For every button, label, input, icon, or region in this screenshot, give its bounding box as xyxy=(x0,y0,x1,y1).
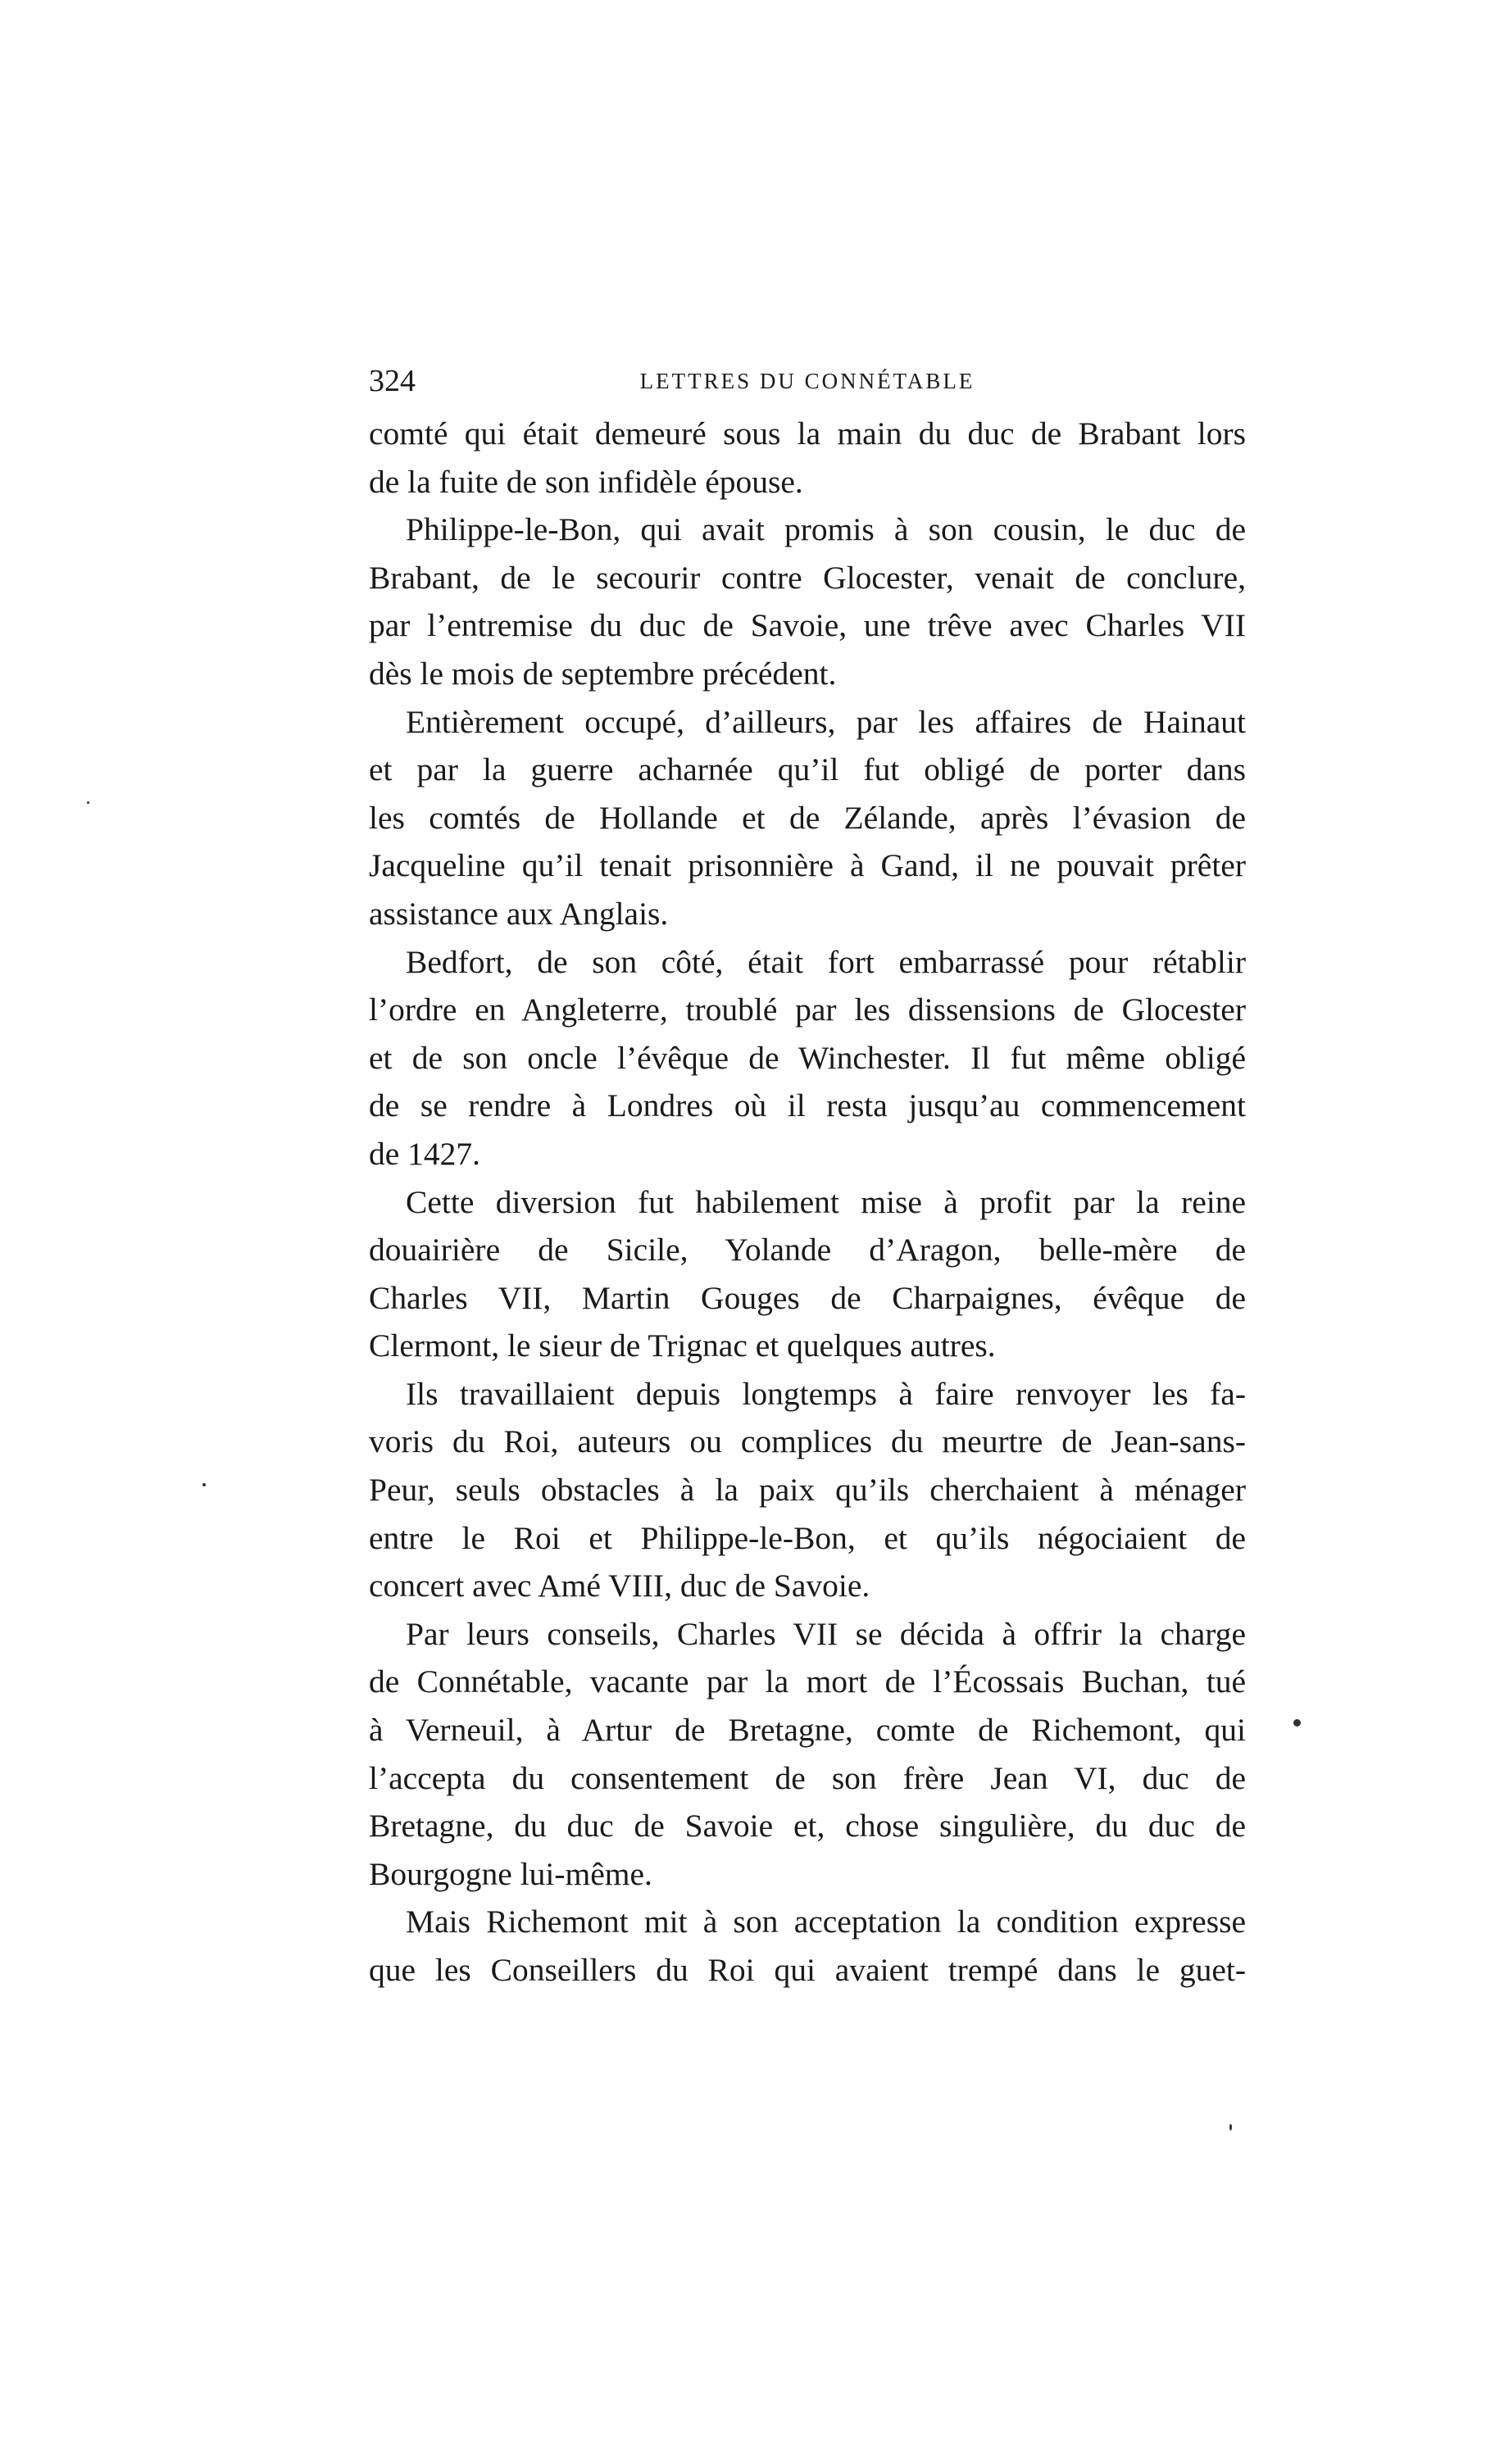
text-line: Jacqueline qu’il tenait prisonnière à Gand, il ne pouvait prêter xyxy=(369,847,1246,884)
text-line: de se rendre à Londres où il resta jusqu’au commencement xyxy=(369,1087,1246,1124)
text-line: douairière de Sicile, Yolande d’Aragon, belle-mère de xyxy=(369,1232,1246,1268)
text-line: Charles VII, Martin Gouges de Charpaignes, évêque de xyxy=(369,1279,1246,1316)
text-line: voris du Roi, auteurs ou complices du meurtre de Jean-sans- xyxy=(369,1423,1246,1460)
text-line: Brabant, de le secourir contre Glocester, venait de conclure, xyxy=(369,559,1246,596)
text-line: Cette diversion fut habilement mise à profit par la reine xyxy=(406,1183,1246,1220)
text-line: Philippe-le-Bon, qui avait promis à son cousin, le duc de xyxy=(406,511,1246,548)
paragraph xyxy=(369,1370,1246,1610)
body-text xyxy=(369,410,1246,1994)
text-line: l’ordre en Angleterre, troublé par les dissensions de Glocester xyxy=(369,991,1246,1028)
scan-speck xyxy=(1293,1719,1301,1727)
paragraph xyxy=(369,938,1246,1178)
text-line: par l’entremise du duc de Savoie, une trêve avec Charles VII xyxy=(369,607,1246,644)
text-line: concert avec Amé VIII, duc de Savoie. xyxy=(369,1568,870,1604)
text-line: assistance aux Anglais. xyxy=(369,895,669,932)
text-line: de 1427. xyxy=(369,1135,481,1172)
text-line: entre le Roi et Philippe-le-Bon, et qu’ils négociaient de xyxy=(369,1519,1246,1556)
text-line: dès le mois de septembre précédent. xyxy=(369,655,837,692)
scan-speck xyxy=(1229,2124,1232,2130)
text-line: Bourgogne lui-même. xyxy=(369,1855,652,1892)
text-line: Par leurs conseils, Charles VII se décida à offrir la charge xyxy=(406,1615,1246,1652)
text-line: que les Conseillers du Roi qui avaient trempé dans le guet- xyxy=(369,1952,1246,1988)
text-line: Clermont, le sieur de Trignac et quelques autres. xyxy=(369,1327,996,1364)
paragraph xyxy=(369,1898,1246,1994)
text-line: Peur, seuls obstacles à la paix qu’ils cherchaient à ménager xyxy=(369,1472,1246,1509)
text-line: Bedfort, de son côté, était fort embarrassé pour rétablir xyxy=(406,943,1246,980)
text-line: et par la guerre acharnée qu’il fut obligé de porter dans xyxy=(369,751,1246,788)
text-line: à Verneuil, à Artur de Bretagne, comte de Richemont, qui xyxy=(369,1712,1246,1749)
text-line: l’accepta du consentement de son frère Jean VI, duc de xyxy=(369,1759,1246,1796)
text-line: Bretagne, du duc de Savoie et, chose singulière, du duc de xyxy=(369,1808,1246,1845)
scan-speck xyxy=(87,801,89,804)
paragraph xyxy=(369,1610,1246,1899)
text-line: Ils travaillaient depuis longtemps à faire renvoyer les fa- xyxy=(406,1375,1246,1412)
text-line: comté qui était demeuré sous la main du duc de Brabant lors xyxy=(369,415,1246,452)
paragraph xyxy=(369,1178,1246,1370)
paragraph xyxy=(369,410,1246,506)
text-line: les comtés de Hollande et de Zélande, après l’évasion de xyxy=(369,799,1246,836)
scan-speck xyxy=(202,1483,206,1486)
text-line: de la fuite de son infidèle épouse. xyxy=(369,463,803,500)
page-number: 324 xyxy=(369,364,416,398)
text-line: de Connétable, vacante par la mort de l’Écossais Buchan, tué xyxy=(369,1663,1246,1700)
text-line: Mais Richemont mit à son acceptation la condition expresse xyxy=(406,1904,1246,1940)
text-line: Entièrement occupé, d’ailleurs, par les affaires de Hainaut xyxy=(406,703,1246,740)
running-title: LETTRES DU CONNÉTABLE xyxy=(639,369,975,393)
text-line: et de son oncle l’évêque de Winchester. Il fut même obligé xyxy=(369,1039,1246,1076)
running-header xyxy=(369,361,1246,402)
paragraph xyxy=(369,506,1246,697)
paragraph xyxy=(369,698,1246,938)
